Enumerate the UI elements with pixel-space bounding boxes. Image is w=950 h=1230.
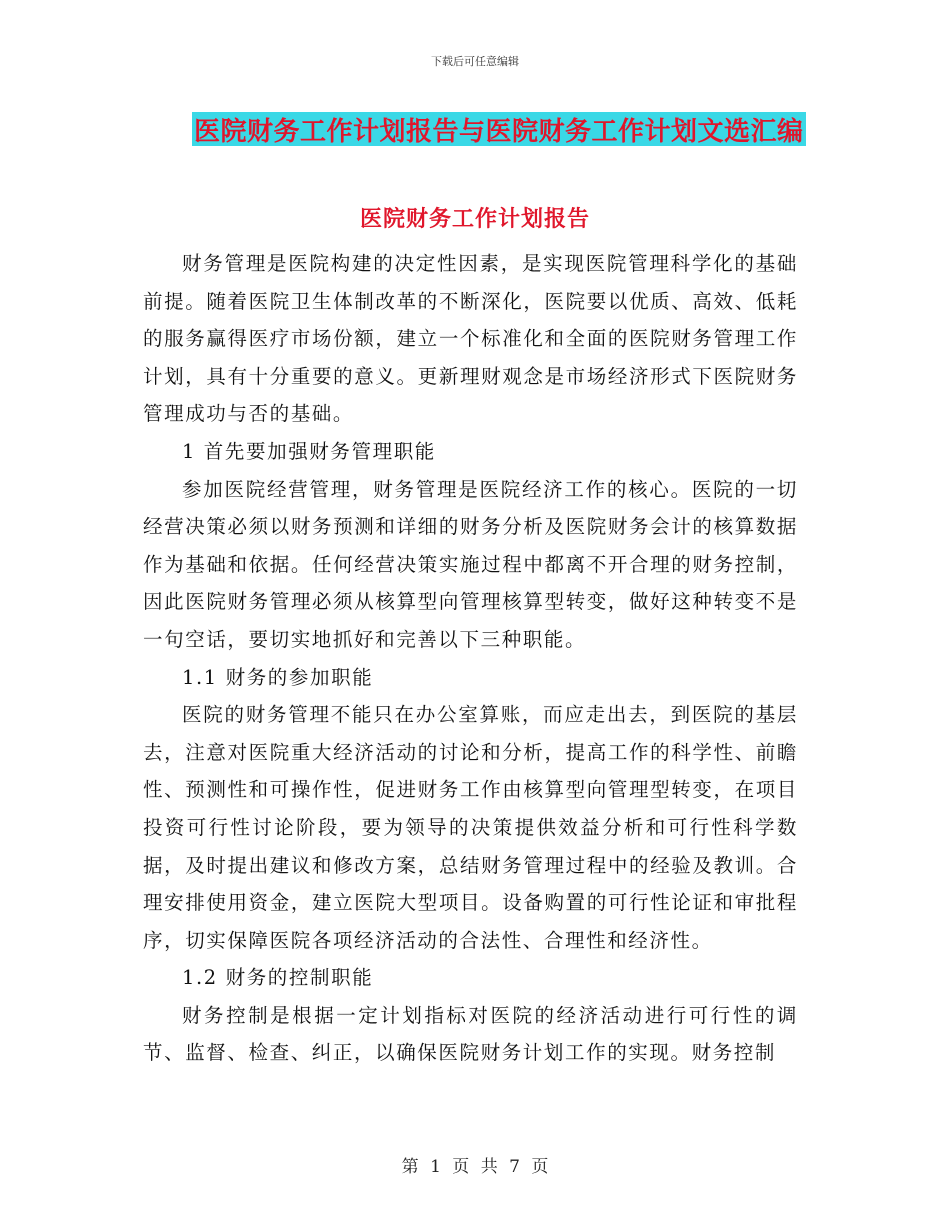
paragraph-intro: 财务管理是医院构建的决定性因素，是实现医院管理科学化的基础前提。随着医院卫生体制改革的不断深化，医院要以优质、高效、低耗的服务赢得医疗市场份额，建立一个标准化和全面的医院财务管理工作计划，具有十分重要的意义。更新理财观念是市场经济形式下医院财务管理成功与否的基础。 bbox=[143, 252, 798, 426]
main-title-highlight bbox=[192, 112, 806, 146]
heading-1-2: 1.2 财务的控制职能 bbox=[182, 966, 374, 990]
main-title: 医院财务工作计划报告与医院财务工作计划文选汇编 bbox=[194, 116, 804, 147]
body-text bbox=[143, 245, 798, 1072]
heading-1-1: 1.1 财务的参加职能 bbox=[182, 665, 374, 689]
paragraph-1: 参加医院经营管理，财务管理是医院经济工作的核心。医院的一切经营决策必须以财务预测和详细的财务分析及医院财务会计的核算数据作为基础和依据。任何经营决策实施过程中都离不开合理的财务控制，因此医院财务管理必须从核算型向管理核算型转变，做好这种转变不是一句空话，要切实地抓好和完善以下三种职能。 bbox=[143, 477, 798, 651]
paragraph-1-2: 财务控制是根据一定计划指标对医院的经济活动进行可行性的调节、监督、检查、纠正，以确保医院财务计划工作的实现。财务控制 bbox=[143, 1003, 798, 1065]
paragraph-1-1: 医院的财务管理不能只在办公室算账，而应走出去，到医院的基层去，注意对医院重大经济活动的讨论和分析，提高工作的科学性、前瞻性、预测性和可操作性，促进财务工作由核算型向管理型转变，在项目投资可行性讨论阶段，要为领导的决策提供效益分析和可行性科学数据，及时提出建议和修改方案，总结财务管理过程中的经验及教训。合理安排使用资金，建立医院大型项目。设备购置的可行性论证和审批程序，切实保障医院各项经济活动的合法性、合理性和经济性。 bbox=[143, 703, 798, 952]
section-title: 医院财务工作计划报告 bbox=[359, 206, 590, 232]
header-note: 下载后可任意编辑 bbox=[431, 55, 519, 68]
page-footer: 第 1 页 共 7 页 bbox=[401, 1157, 549, 1177]
heading-1: 1 首先要加强财务管理职能 bbox=[182, 439, 436, 463]
